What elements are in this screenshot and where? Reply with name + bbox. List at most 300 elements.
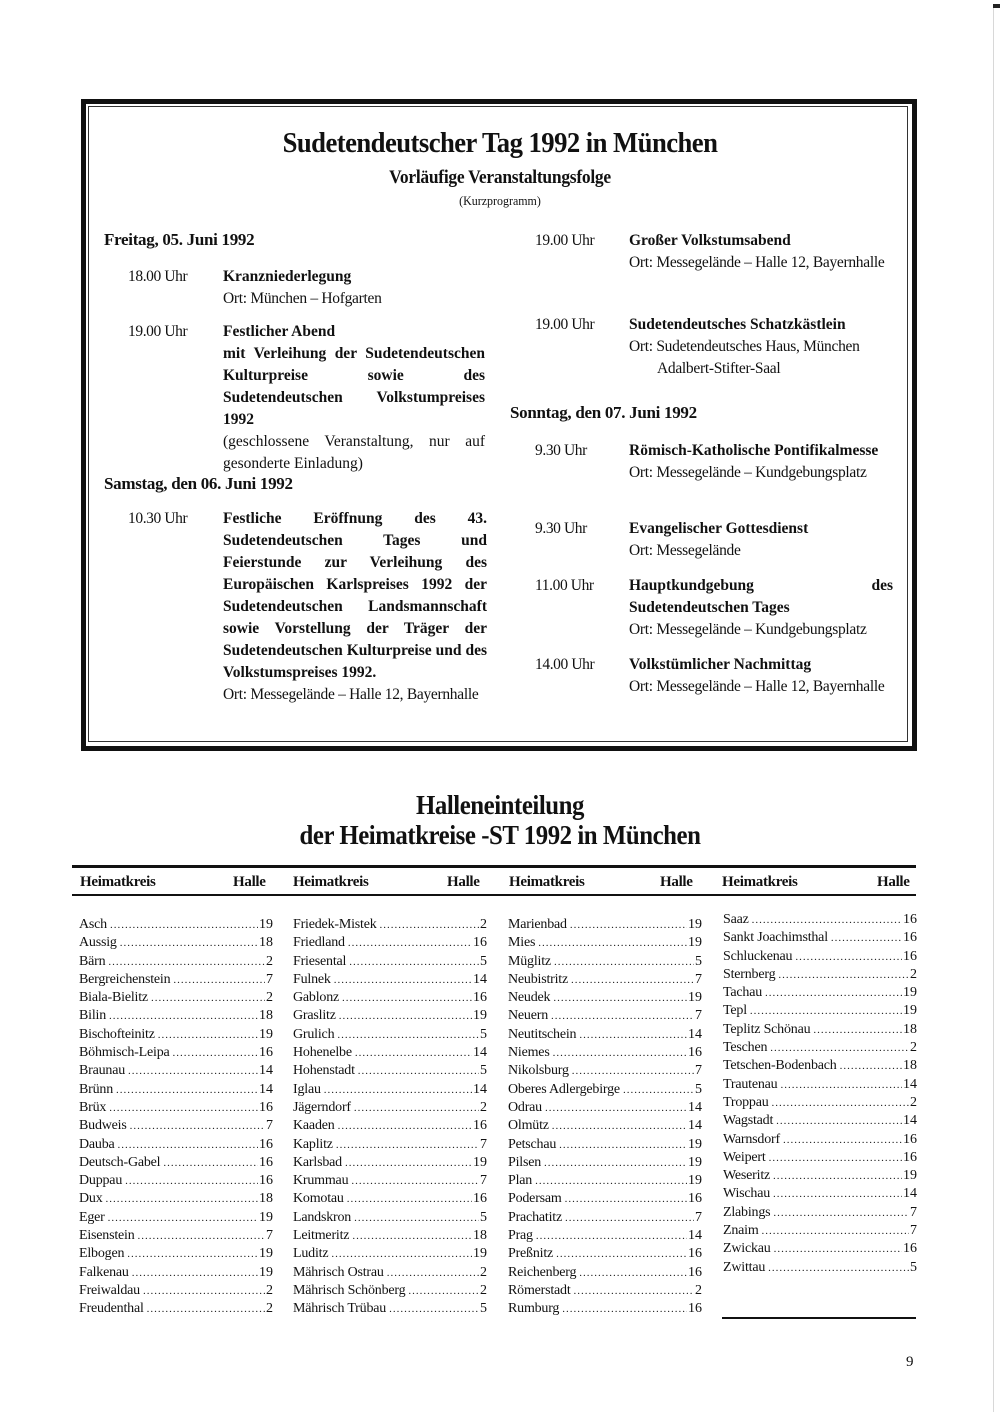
hall-number: 7: [695, 1008, 702, 1024]
list-item: [508, 1100, 702, 1118]
heimatkreis-name: Brünn: [79, 1081, 114, 1097]
list-item: [79, 1118, 273, 1136]
list-item: [508, 1027, 702, 1045]
list-item: [293, 1265, 487, 1283]
heimatkreis-name: Elbogen: [79, 1246, 125, 1262]
list-item: [508, 1173, 702, 1191]
hall-number: 19: [473, 1154, 487, 1170]
hall-number: 16: [688, 1246, 702, 1262]
dot-leader: [108, 956, 265, 968]
dot-leader: [831, 932, 902, 944]
heimatkreis-name: Sankt Joachimsthal: [723, 930, 828, 946]
dot-leader: [840, 1060, 902, 1072]
heimatkreis-name: Wischau: [723, 1186, 771, 1202]
list-item: [79, 917, 273, 935]
heimatkreis-name: Tetschen-Bodenbach: [723, 1058, 837, 1074]
event-time: 19.00 Uhr: [535, 232, 595, 249]
hall-number: 14: [688, 1228, 702, 1244]
heimatkreis-name: Römerstadt: [508, 1282, 571, 1298]
list-item: [723, 1168, 917, 1186]
scan-edge: [993, 4, 994, 1412]
heimatkreis-name: Karlsbad: [293, 1154, 342, 1170]
list-item: [723, 1077, 917, 1095]
heimatkreis-name: Mährisch Ostrau: [293, 1264, 384, 1280]
dot-leader: [769, 1152, 902, 1164]
dot-leader: [553, 1047, 687, 1059]
hall-number: 19: [473, 1246, 487, 1262]
heimatkreis-name: Teschen: [723, 1040, 768, 1056]
event-time: 9.30 Uhr: [535, 442, 587, 459]
heimatkreis-name: Müglitz: [508, 953, 551, 969]
list-item: [293, 1118, 487, 1136]
heimatkreis-name: Niemes: [508, 1045, 550, 1061]
list-item: [79, 972, 273, 990]
list-item: [508, 1045, 702, 1063]
heimatkreis-name: Kaaden: [293, 1118, 335, 1134]
hall-number: 14: [473, 971, 487, 987]
dot-leader: [352, 1230, 472, 1242]
heimatkreis-name: Neudek: [508, 990, 551, 1006]
list-item: [723, 1132, 917, 1150]
heimatkreis-name: Graslitz: [293, 1008, 336, 1024]
hall-number: 16: [903, 1149, 917, 1165]
heimatkreis-name: Prachatitz: [508, 1209, 562, 1225]
hall-number: 5: [695, 953, 702, 969]
dot-leader: [336, 1139, 479, 1151]
hall-number: 2: [695, 1282, 702, 1298]
hall-number: 18: [903, 1058, 917, 1074]
heimatkreis-name: Weipert: [723, 1149, 766, 1165]
list-item: [79, 1246, 273, 1264]
hall-number: 2: [480, 1264, 487, 1280]
event-name: Römisch-Katholische Pontifikalmesse: [629, 442, 879, 459]
heimatkreis-name: Luditz: [293, 1246, 329, 1262]
dot-leader: [324, 1084, 472, 1096]
hall-number: 16: [473, 935, 487, 951]
dot-leader: [354, 1212, 479, 1224]
hall-number: 7: [480, 1173, 487, 1189]
hall-number: 5: [480, 1026, 487, 1042]
list-item: [508, 935, 702, 953]
table-top-rule: [72, 865, 916, 868]
event-time: 18.00 Uhr: [128, 268, 188, 285]
dot-leader: [337, 1029, 479, 1041]
heimatkreis-name: Warnsdorf: [723, 1131, 780, 1147]
hall-number: 16: [688, 1045, 702, 1061]
list-item: [293, 935, 487, 953]
heimatkreis-name: Tachau: [723, 985, 763, 1001]
heimatkreis-name: Preßnitz: [508, 1246, 554, 1262]
dot-leader: [339, 1010, 472, 1022]
heimatkreis-name: Grulich: [293, 1026, 335, 1042]
dot-leader: [331, 1248, 472, 1260]
event-location: Ort: Messegelände: [629, 542, 741, 559]
heimatkreis-name: Fulnek: [293, 971, 331, 987]
hall-number: 18: [259, 1008, 273, 1024]
list-item: [293, 1228, 487, 1246]
heimatkreis-name: Mährisch Schönberg: [293, 1282, 406, 1298]
list-item: [723, 1095, 917, 1113]
event-name: Großer Volkstumsabend: [629, 232, 791, 249]
list-item: [723, 1205, 917, 1223]
dot-leader: [565, 1193, 687, 1205]
hall-number: 7: [266, 971, 273, 987]
dot-leader: [574, 1285, 694, 1297]
col-header-halle-4: Halle: [877, 874, 910, 890]
hall-number: 19: [473, 1008, 487, 1024]
dot-leader: [565, 1212, 694, 1224]
hall-number: 16: [903, 1131, 917, 1147]
list-item: [508, 1137, 702, 1155]
list-item: [79, 1100, 273, 1118]
list-item: [723, 1241, 917, 1259]
list-item: [723, 1022, 917, 1040]
event-time: 14.00 Uhr: [535, 656, 595, 673]
list-item: [723, 949, 917, 967]
list-item: [508, 1301, 702, 1319]
table-header-rule: [72, 894, 916, 896]
heimatkreis-name: Sternberg: [723, 966, 776, 982]
heimatkreis-name: Znaim: [723, 1223, 759, 1239]
column-end-rule: [722, 1317, 916, 1319]
list-item: [723, 1186, 917, 1204]
list-item: [293, 972, 487, 990]
hall-number: 2: [480, 917, 487, 932]
hall-list-column-3: [508, 917, 702, 1320]
list-item: [79, 1265, 273, 1283]
event-name: Evangelischer Gottesdienst: [629, 520, 809, 537]
dot-leader: [571, 974, 694, 986]
dot-leader: [387, 1267, 479, 1279]
heimatkreis-name: Zlabings: [723, 1204, 771, 1220]
hall-number: 7: [910, 1223, 917, 1239]
heimatkreis-name: Freudenthal: [79, 1301, 144, 1317]
list-item: [723, 1040, 917, 1058]
hall-number: 19: [903, 1003, 917, 1019]
heimatkreis-name: Podersam: [508, 1191, 562, 1207]
list-item: [723, 912, 917, 930]
heimatkreis-name: Petschau: [508, 1136, 557, 1152]
dot-leader: [559, 1139, 687, 1151]
heimatkreis-name: Krummau: [293, 1173, 349, 1189]
list-item: [293, 954, 487, 972]
event-name: Festlicher Abend: [223, 323, 336, 340]
heimatkreis-name: Zwittau: [723, 1259, 766, 1275]
hall-number: 16: [259, 1173, 273, 1189]
dot-leader: [570, 919, 687, 931]
scan-edge-mark: [993, 4, 1000, 8]
list-item: [79, 1027, 273, 1045]
hall-number: 5: [480, 953, 487, 969]
heimatkreis-name: Komotau: [293, 1191, 344, 1207]
dot-leader: [354, 1102, 479, 1114]
list-item: [508, 1265, 702, 1283]
event-location: Ort: Messegelände – Halle 12, Bayernhalle: [629, 254, 885, 271]
hall-number: 7: [480, 1136, 487, 1152]
list-item: [508, 954, 702, 972]
list-item: [293, 1173, 487, 1191]
list-item: [293, 1063, 487, 1081]
hall-number: 14: [688, 1099, 702, 1115]
hall-number: 5: [480, 1063, 487, 1079]
hall-number: 18: [259, 935, 273, 951]
heimatkreis-name: Leitmeritz: [293, 1228, 350, 1244]
heimatkreis-name: Böhmisch-Leipa: [79, 1045, 170, 1061]
dot-leader: [351, 1175, 479, 1187]
dot-leader: [773, 1188, 902, 1200]
hall-number: 16: [688, 1301, 702, 1317]
hall-number: 16: [473, 1118, 487, 1134]
event-time: 9.30 Uhr: [535, 520, 587, 537]
list-item: [79, 1210, 273, 1228]
dot-leader: [768, 1262, 909, 1274]
list-item: [508, 1191, 702, 1209]
hall-number: 14: [688, 1118, 702, 1134]
dot-leader: [752, 914, 902, 926]
dot-leader: [132, 1267, 258, 1279]
heimatkreis-name: Bischofteinitz: [79, 1026, 155, 1042]
heimatkreis-name: Rumburg: [508, 1301, 560, 1317]
hall-number: 7: [910, 1204, 917, 1220]
hall-number: 2: [266, 990, 273, 1006]
hall-number: 19: [903, 985, 917, 1001]
dot-leader: [545, 1102, 687, 1114]
col-header-heimatkreis-2: Heimatkreis: [293, 874, 369, 890]
list-item: [508, 1155, 702, 1173]
hall-number: 14: [473, 1045, 487, 1061]
list-item: [79, 1008, 273, 1026]
list-item: [79, 1283, 273, 1301]
dot-leader: [762, 1225, 909, 1237]
dot-leader: [552, 1120, 687, 1132]
list-item: [723, 1003, 917, 1021]
heimatkreis-name: Hohenelbe: [293, 1045, 352, 1061]
dot-leader: [358, 1065, 479, 1077]
list-item: [293, 1137, 487, 1155]
heimatkreis-name: Friedek-Mistek: [293, 917, 377, 932]
dot-leader: [173, 1047, 258, 1059]
hall-number: 7: [266, 1228, 273, 1244]
heimatkreis-name: Trautenau: [723, 1076, 778, 1092]
list-item: [723, 1150, 917, 1168]
heimatkreis-name: Braunau: [79, 1063, 126, 1079]
hall-number: 5: [910, 1259, 917, 1275]
heimatkreis-name: Duppau: [79, 1173, 123, 1189]
hall-number: 2: [910, 1040, 917, 1056]
heimatkreis-name: Neuern: [508, 1008, 549, 1024]
heimatkreis-name: Reichenberg: [508, 1264, 577, 1280]
list-item: [508, 1082, 702, 1100]
dot-leader: [765, 987, 902, 999]
hall-number: 14: [903, 1186, 917, 1202]
list-item: [293, 1045, 487, 1063]
hall-list-column-4: [723, 912, 917, 1278]
heimatkreis-name: Bergreichenstein: [79, 971, 171, 987]
hall-number: 2: [480, 1282, 487, 1298]
hall-number: 16: [259, 1099, 273, 1115]
dot-leader: [783, 1134, 902, 1146]
dot-leader: [349, 956, 479, 968]
dot-leader: [147, 1303, 265, 1315]
dot-leader: [108, 1212, 258, 1224]
list-item: [723, 1113, 917, 1131]
list-item: [508, 972, 702, 990]
dot-leader: [116, 1084, 258, 1096]
event-name: Kranzniederlegung: [223, 268, 352, 285]
dot-leader: [551, 1010, 694, 1022]
event-name: Festliche Eröffnung des 43. Sudetendeutschen Tages und Feierstunde zur Verleihung des Europäischen Karlspreises 1992 der Sudetendeutschen Landsmannschaft sowie Vorstellung der Träger der Sudetendeutschen Kulturpreise und des Volkstumspreises 1992.: [223, 510, 487, 681]
list-item: [79, 1301, 273, 1319]
heimatkreis-name: Aussig: [79, 935, 117, 951]
dot-leader: [342, 992, 472, 1004]
event-time: 19.00 Uhr: [128, 323, 188, 340]
dot-leader: [109, 1010, 258, 1022]
heimatkreis-name: Deutsch-Gabel: [79, 1154, 161, 1170]
hall-number: 19: [259, 1246, 273, 1262]
dot-leader: [795, 951, 902, 963]
dot-leader: [774, 1243, 902, 1255]
event-details: mit Verleihung der Sudetendeutschen Kulturpreise sowie des Sudetendeutschen Volkstumpreises 1992: [223, 345, 485, 428]
heimatkreis-name: Dux: [79, 1191, 103, 1207]
list-item: [79, 1191, 273, 1209]
list-item: [508, 1063, 702, 1081]
event-note: (geschlossene Veranstaltung, nur auf gesonderte Einladung): [223, 433, 485, 472]
event-time: 19.00 Uhr: [535, 316, 595, 333]
dot-leader: [158, 1029, 258, 1041]
heimatkreis-name: Teplitz Schönau: [723, 1021, 811, 1037]
dot-leader: [538, 937, 687, 949]
list-item: [293, 1155, 487, 1173]
list-item: [723, 1223, 917, 1241]
dot-leader: [562, 1303, 687, 1315]
hall-number: 14: [259, 1063, 273, 1079]
list-item: [79, 1155, 273, 1173]
list-item: [293, 1210, 487, 1228]
list-item: [508, 917, 702, 935]
heimatkreis-name: Freiwaldau: [79, 1282, 140, 1298]
hall-number: 16: [903, 948, 917, 964]
heimatkreis-name: Budweis: [79, 1118, 127, 1134]
list-item: [293, 1283, 487, 1301]
hall-number: 16: [259, 1045, 273, 1061]
dot-leader: [750, 1005, 902, 1017]
heimatkreis-name: Asch: [79, 917, 107, 932]
heimatkreis-name: Gablonz: [293, 990, 340, 1006]
dot-leader: [118, 1139, 258, 1151]
hall-number: 5: [480, 1209, 487, 1225]
dot-leader: [380, 919, 479, 931]
dot-leader: [579, 1029, 687, 1041]
dot-leader: [334, 974, 472, 986]
list-item: [723, 985, 917, 1003]
dot-leader: [347, 1193, 472, 1205]
heimatkreis-name: Falkenau: [79, 1264, 129, 1280]
heimatkreis-name: Marienbad: [508, 917, 567, 932]
hall-number: 14: [688, 1026, 702, 1042]
list-item: [508, 1246, 702, 1264]
dot-leader: [770, 1042, 909, 1054]
hall-number: 19: [688, 917, 702, 932]
list-item: [79, 954, 273, 972]
event-time: 10.30 Uhr: [128, 510, 188, 527]
heimatkreis-name: Pilsen: [508, 1154, 542, 1170]
dot-leader: [554, 956, 694, 968]
day-heading-sunday: Sonntag, den 07. Juni 1992: [510, 403, 697, 422]
hall-number: 14: [473, 1081, 487, 1097]
hall-number: 18: [259, 1191, 273, 1207]
hall-number: 16: [903, 912, 917, 927]
dot-leader: [345, 1157, 472, 1169]
heimatkreis-name: Jägerndorf: [293, 1099, 351, 1115]
heimatkreis-name: Saaz: [723, 912, 749, 927]
heimatkreis-name: Kaplitz: [293, 1136, 333, 1152]
col-header-heimatkreis-3: Heimatkreis: [509, 874, 585, 890]
heimatkreis-name: Odrau: [508, 1099, 542, 1115]
hall-list-column-2: [293, 917, 487, 1320]
list-item: [79, 1173, 273, 1191]
heimatkreis-name: Troppau: [723, 1094, 769, 1110]
heimatkreis-name: Olmütz: [508, 1118, 549, 1134]
dot-leader: [125, 1175, 258, 1187]
list-item: [723, 930, 917, 948]
hall-number: 14: [259, 1081, 273, 1097]
dot-leader: [572, 1065, 694, 1077]
col-header-halle-3: Halle: [660, 874, 693, 890]
dot-leader: [776, 1115, 902, 1127]
hall-list-column-1: [79, 917, 273, 1320]
list-item: [79, 1045, 273, 1063]
hall-number: 2: [910, 1094, 917, 1110]
hall-number: 19: [688, 1173, 702, 1189]
dot-leader: [408, 1285, 479, 1297]
hall-number: 7: [695, 971, 702, 987]
dot-leader: [773, 1207, 909, 1219]
heimatkreis-name: Schluckenau: [723, 948, 793, 964]
list-item: [79, 990, 273, 1008]
col-header-halle-1: Halle: [233, 874, 266, 890]
list-item: [723, 967, 917, 985]
hall-number: 19: [259, 1209, 273, 1225]
heimatkreis-name: Dauba: [79, 1136, 115, 1152]
list-item: [508, 1008, 702, 1026]
hall-number: 2: [266, 1282, 273, 1298]
list-item: [293, 1191, 487, 1209]
hall-number: 18: [473, 1228, 487, 1244]
list-item: [723, 1058, 917, 1076]
heimatkreis-name: Neubistritz: [508, 971, 569, 987]
dot-leader: [556, 1248, 687, 1260]
hall-number: 2: [266, 1301, 273, 1317]
dot-leader: [535, 1175, 687, 1187]
hall-number: 16: [688, 1264, 702, 1280]
dot-leader: [780, 1079, 902, 1091]
heimatkreis-name: Landskron: [293, 1209, 352, 1225]
event-location: Ort: Messegelände – Kundgebungsplatz: [629, 621, 867, 638]
hall-number: 7: [695, 1209, 702, 1225]
event-time: 11.00 Uhr: [535, 577, 594, 594]
hall-number: 16: [903, 930, 917, 946]
day-heading-saturday: Samstag, den 06. Juni 1992: [104, 474, 293, 493]
list-item: [508, 1210, 702, 1228]
day-heading-friday: Freitag, 05. Juni 1992: [104, 230, 255, 249]
list-item: [293, 1246, 487, 1264]
heimatkreis-name: Bilin: [79, 1008, 107, 1024]
heimatkreis-name: Nikolsburg: [508, 1063, 569, 1079]
heimatkreis-name: Friedland: [293, 935, 345, 951]
event-location: Ort: Messegelände – Halle 12, Bayernhalle: [629, 678, 885, 695]
list-item: [293, 1027, 487, 1045]
hall-number: 19: [259, 1264, 273, 1280]
